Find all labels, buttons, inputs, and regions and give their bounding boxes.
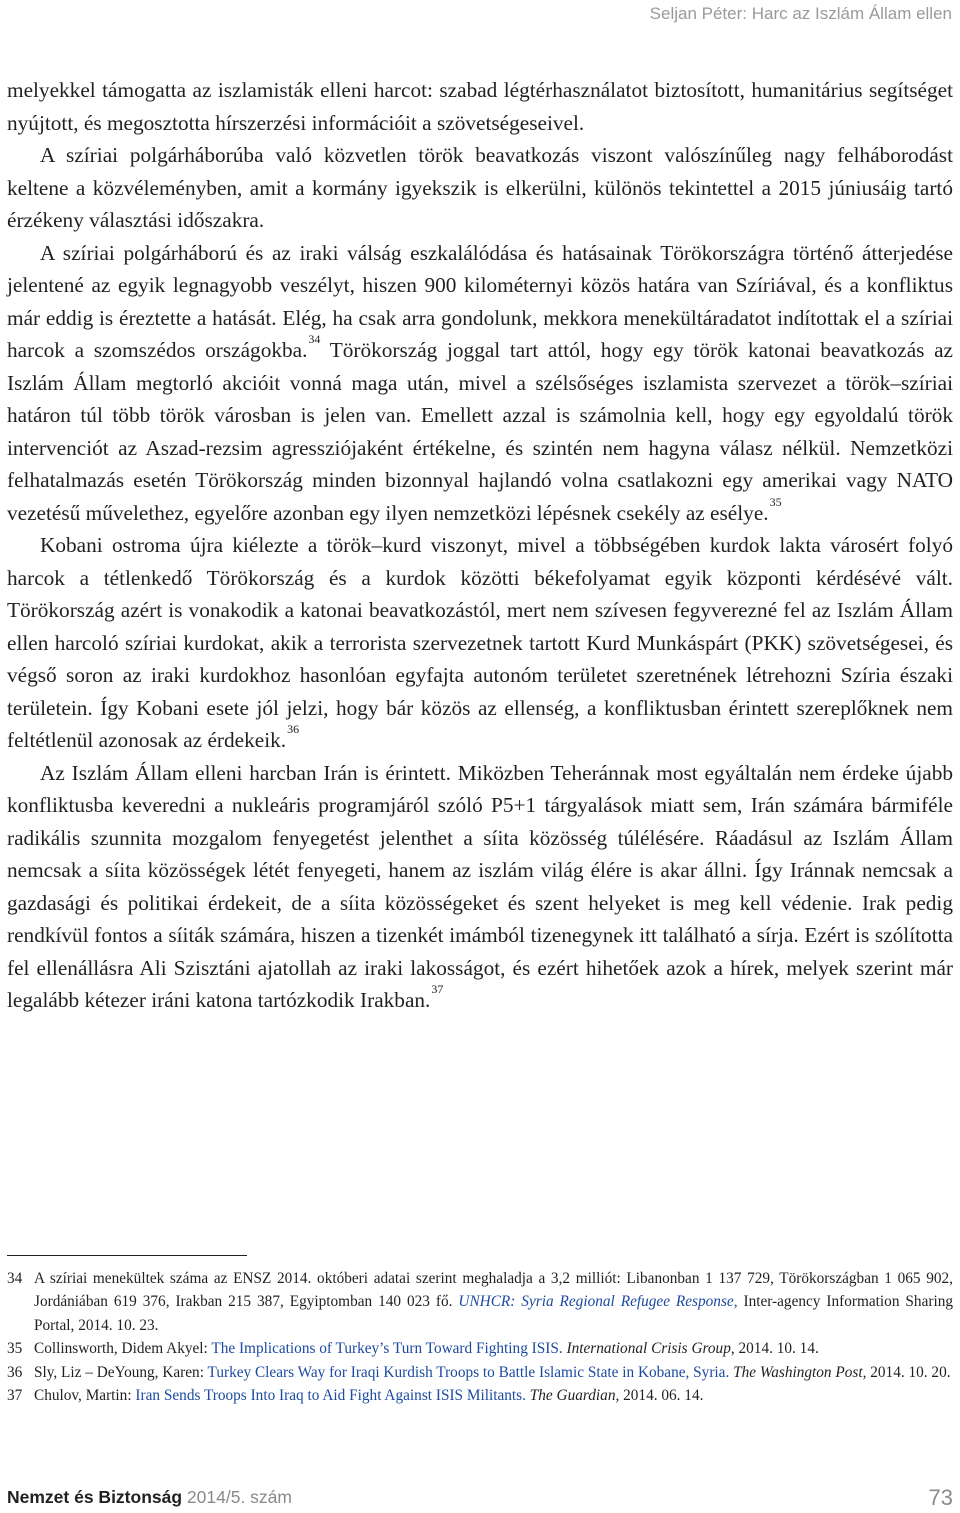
footnote-ref-34[interactable]: 34 [308, 332, 321, 346]
footnote-tail: 2014. 10. 14. [734, 1340, 819, 1358]
paragraph-2: A szíriai polgárháborúba való közvetlen török beavatkozás viszont valószínűleg nagy felháborodást keltene a közvéleményben, amit a kormány igyekszik is elkerülni, különös tekintettel a 2015 júniusáig tartó érzékeny választási időszakra. [7, 143, 953, 232]
paragraph-3-part-1: A szíriai polgárháború és az iraki válság eszkalálódása és hatásainak Törökországra történő átterjedése jelentené az egyik legnagyobb veszélyt, hiszen 900 kilométernyi közös határa van Szíriával, és a konfliktus már eddig is éreztette a hatását. Elég, ha csak arra gondolunk, mekkora menekültáradatot indítottak el a szíriai harcok a szomszédos országokba. [7, 240, 953, 362]
paragraph-5 [7, 757, 953, 1017]
footnote-tail: Inter-agency Information Sharing Portal, 2014. 10. 23. [34, 1293, 954, 1334]
footnote-body: Chulov, Martin: [34, 1387, 136, 1405]
footnote-ref-36[interactable]: 36 [287, 722, 300, 736]
footnote-link[interactable]: The Implications of Turkey’s Turn Toward Fighting ISIS. [211, 1340, 563, 1358]
footnote-text [34, 1337, 953, 1360]
footnote-link[interactable]: UNHCR: Syria Regional Refugee Response, [458, 1293, 738, 1311]
footnote-36 [7, 1361, 953, 1384]
footnote-body: A szíriai menekültek száma az ENSZ 2014. októberi adatai szerint meghaladja a 3,2 milliót: Libanonban 1 137 729, Törökországban 1 065 902, Jordániában 619 376, Irakban 215 387, Egyiptomban 140 023 fő. [34, 1270, 953, 1311]
footnote-source: The Washington Post, [729, 1363, 867, 1381]
paragraph-5-text: Az Iszlám Állam elleni harcban Irán is érintett. Miközben Teheránnak most egyáltalán nem érdeke újabb konfliktusba keveredni a nukleáris programjáról szóló P5+1 tárgyalások miatt sem, Irán számára bármiféle radikális szunnita mozgalom fenyegetést jelenthet a síita közösség túlélésére. Ráadásul az Iszlám Állam nemcsak a síita közösségek létét fenyegeti, hanem az iszlám világ élére is akar állni. Így Iránnak nemcsak a gazdasági és politikai érdekeit, de a síita közösségeket és szent helyeket is meg kell védenie. Irak pedig rendkívül fontos a síiták számára, hiszen a tizenkét imámból tizenegynek itt található a sírja. Ezért is szólította fel ellenállásra Ali Szisztáni ajatollah az iraki lakosságot, és ezért hihetőek azok a hírek, melyek szerint már legalább kétezer iráni katona tartózkodik Irakban. [7, 760, 953, 1012]
paragraph-4 [7, 529, 953, 757]
footnote-link[interactable]: Turkey Clears Way for Iraqi Kurdish Troops to Battle Islamic State in Kobane, Syria. [207, 1363, 730, 1381]
footnote-text [34, 1361, 953, 1384]
journal-name: Nemzet és Biztonság [7, 1487, 183, 1507]
page-footer [7, 1487, 953, 1508]
footnote-34 [7, 1267, 953, 1337]
footnote-tail: 2014. 10. 20. [866, 1363, 951, 1381]
footnote-ref-37[interactable]: 37 [431, 982, 444, 996]
footnote-body: Collinsworth, Didem Akyel: [34, 1340, 212, 1358]
footnotes [7, 1267, 953, 1407]
footnote-source: The Guardian, [525, 1387, 620, 1405]
footnote-divider [7, 1255, 247, 1256]
footnote-source: International Crisis Group, [562, 1340, 735, 1358]
footnote-35 [7, 1337, 953, 1360]
article-body [7, 74, 953, 1017]
paragraph-4-text: Kobani ostroma újra kiélezte a török–kurd viszonyt, mivel a többségében kurdok lakta városért folyó harcok a tétlenkedő Törökország és a kurdok közötti békefolyamat egyik központi kérdésévé vált. Törökország azért is vonakodik a katonai beavatkozástól, mert nem szívesen fegyverezné fel az Iszlám Állam ellen harcoló szíriai kurdokat, akik a terrorista szervezetnek tartott Kurd Munkáspárt (PKK) szövetségesei, és végső soron az iraki kurdokhoz hasonlóan egyfajta autonóm területet szeretnének létrehozni Szíria északi területein. Így Kobani esete jól jelzi, hogy bár közös az ellenség, a konfliktusban érintett szereplőknek nem feltétlenül azonosak az érdekeik. [7, 533, 953, 752]
footnote-text [34, 1267, 953, 1337]
issue-number: 2014/5. szám [186, 1487, 292, 1507]
footnote-tail: 2014. 06. 14. [619, 1387, 704, 1405]
footnote-number: 35 [7, 1340, 23, 1358]
paragraph-1: melyekkel támogatta az iszlamisták elleni harcot: szabad légtérhasználatot biztosított, humanitárius segítséget nyújtott, és megosztotta hírszerzési információit a szövetségeseivel. [7, 78, 953, 135]
footnote-number: 34 [7, 1270, 23, 1287]
paragraph-3-part-2: Törökország joggal tart attól, hogy egy török katonai beavatkozás az Iszlám Állam megtorló akcióit vonná maga után, mivel a szélsőséges iszlamista szervezet a török–szíriai határon túl több török városban is jelen van. Emellett azzal is számolnia kell, hogy egy egyoldalú török intervenciót az Aszad-rezsim agressziójaként értékelne, és szintén nem hagyna válasz nélkül. Nemzetközi felhatalmazás esetén Törökország minden bizonnyal hajlandó volna csatlakozni egy amerikai vagy NATO vezetésű művelethez, egyelőre azonban egy ilyen nemzetközi lépésnek csekély az esélye. [7, 338, 953, 525]
footnote-number: 37 [7, 1387, 23, 1405]
footnote-ref-35[interactable]: 35 [769, 494, 782, 509]
footnote-text [34, 1384, 953, 1407]
page-number: 73 [928, 1485, 953, 1510]
footnote-number: 36 [7, 1363, 23, 1381]
footnote-link[interactable]: Iran Sends Troops Into Iraq to Aid Fight Against ISIS Militants. [135, 1387, 526, 1405]
paragraph-3 [7, 237, 953, 530]
running-header: Seljan Péter: Harc az Iszlám Állam ellen [649, 4, 952, 23]
footnote-body: Sly, Liz – DeYoung, Karen: [34, 1363, 208, 1381]
footnote-37 [7, 1384, 953, 1407]
